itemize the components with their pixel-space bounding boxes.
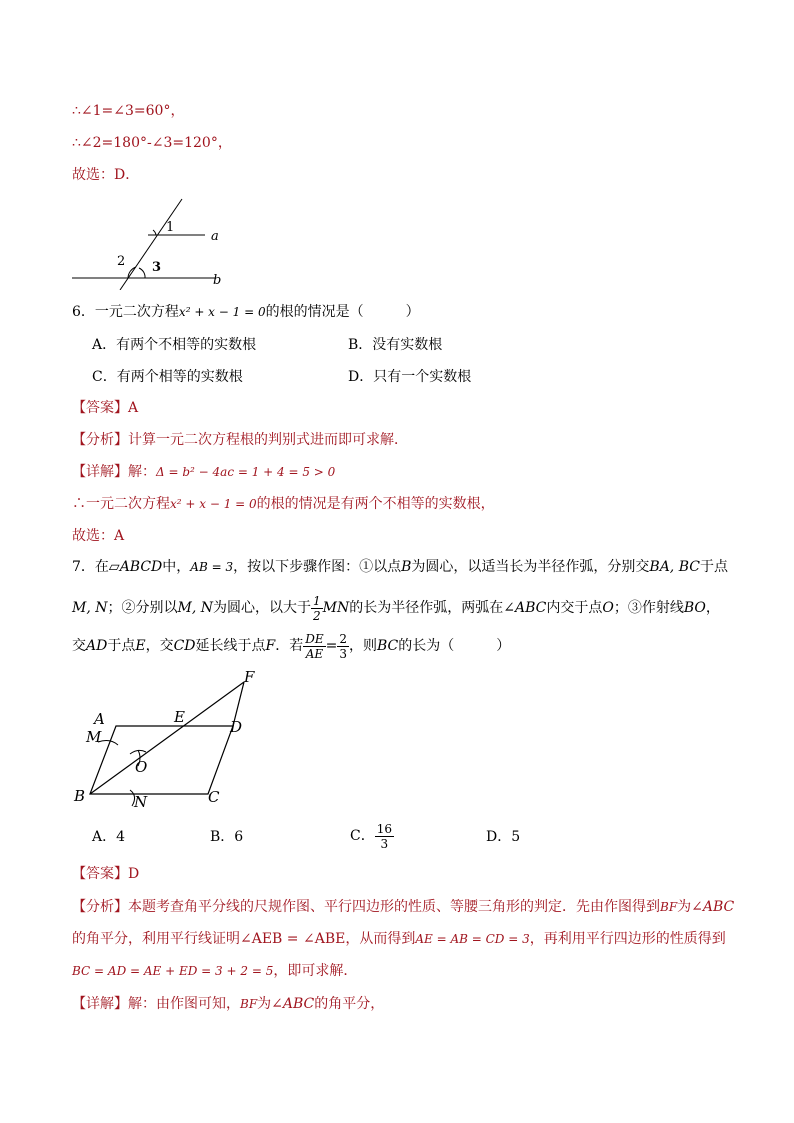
point-f: F (244, 668, 255, 686)
label-1: 1 (166, 220, 175, 235)
q6-answer: 【答案】A (72, 400, 139, 416)
q7-line-3: 交AD于点E，交CD延长线于点F．若 $\frac{DE}{AE}$ = $\frac{2}{3}$ ，则BC的长为（ ） (72, 631, 511, 661)
q7-answer: 【答案】D (72, 866, 140, 882)
q6-detail: 【详解】解：Δ = b² − 4ac = 1 + 4 = 5 > 0 (72, 464, 336, 480)
q6-analysis: 【分析】计算一元二次方程根的判别式进而即可求解． (72, 432, 408, 448)
point-n: N (134, 793, 148, 811)
q6-choose: 故选：A (72, 528, 125, 544)
q6-conclusion: ∴一元二次方程x² + x − 1 = 0的根的情况是有两个不相等的实数根， (72, 496, 495, 512)
q7-analysis-line-1: 【分析】本题考查角平分线的尺规作图、平行四边形的性质、等腰三角形的判定．先由作图得到BF为∠ABC (72, 899, 735, 915)
point-b: B (74, 787, 86, 805)
prev-answer: 故选：D． (72, 167, 140, 183)
parallelogram-figure (68, 668, 268, 813)
prev-line-2: ∴∠2=180°-∠3=120°， (72, 135, 232, 151)
q7-line-2: M, N；②分别以M, N为圆心，以大于 $\frac{1}{2}$ MN的长为半径作弧，两弧在∠ABC内交于点O；③作射线BO， (72, 593, 720, 623)
point-a: A (94, 710, 105, 728)
q7-option-c: C． $\frac{16}{3}$ (350, 821, 392, 851)
point-c: C (208, 788, 220, 806)
point-e: E (174, 708, 185, 726)
label-a: a (211, 229, 219, 244)
prev-line-1: ∴∠1=∠3=60°， (72, 103, 185, 119)
q7-option-d: D．5 (486, 829, 521, 845)
label-3: 3 (152, 260, 162, 275)
q7-detail: 【详解】解：由作图可知，BF为∠ABC的角平分， (72, 996, 385, 1012)
q7-line-1: 7．在▱ABCD中，AB = 3，按以下步骤作图：①以点B为圆心，以适当长为半径作弧，分别交BA, BC于点 (72, 559, 728, 575)
point-d: D (230, 718, 243, 736)
point-o: O (135, 758, 148, 776)
q6-option-c: C．有两个相等的实数根 (92, 369, 243, 385)
label-b: b (213, 273, 222, 288)
q7-analysis-line-2: 的角平分，利用平行线证明∠AEB = ∠ABE，从而得到AE = AB = CD = 3，再利用平行四边形的性质得到 (72, 931, 726, 947)
q7-option-a: A．4 (92, 829, 126, 845)
q6-option-b: B．没有实数根 (348, 337, 443, 353)
point-m: M (86, 728, 102, 746)
q6-stem: 6．一元二次方程x² + x − 1 = 0的根的情况是（ ） (72, 304, 420, 320)
q6-option-d: D．只有一个实数根 (348, 369, 472, 385)
label-2: 2 (117, 254, 126, 269)
q7-analysis-line-3: BC = AD = AE + ED = 3 + 2 = 5，即可求解． (72, 963, 358, 979)
q6-option-a: A．有两个不相等的实数根 (92, 337, 257, 353)
q7-option-b: B．6 (210, 829, 244, 845)
angle-figure (60, 195, 240, 290)
